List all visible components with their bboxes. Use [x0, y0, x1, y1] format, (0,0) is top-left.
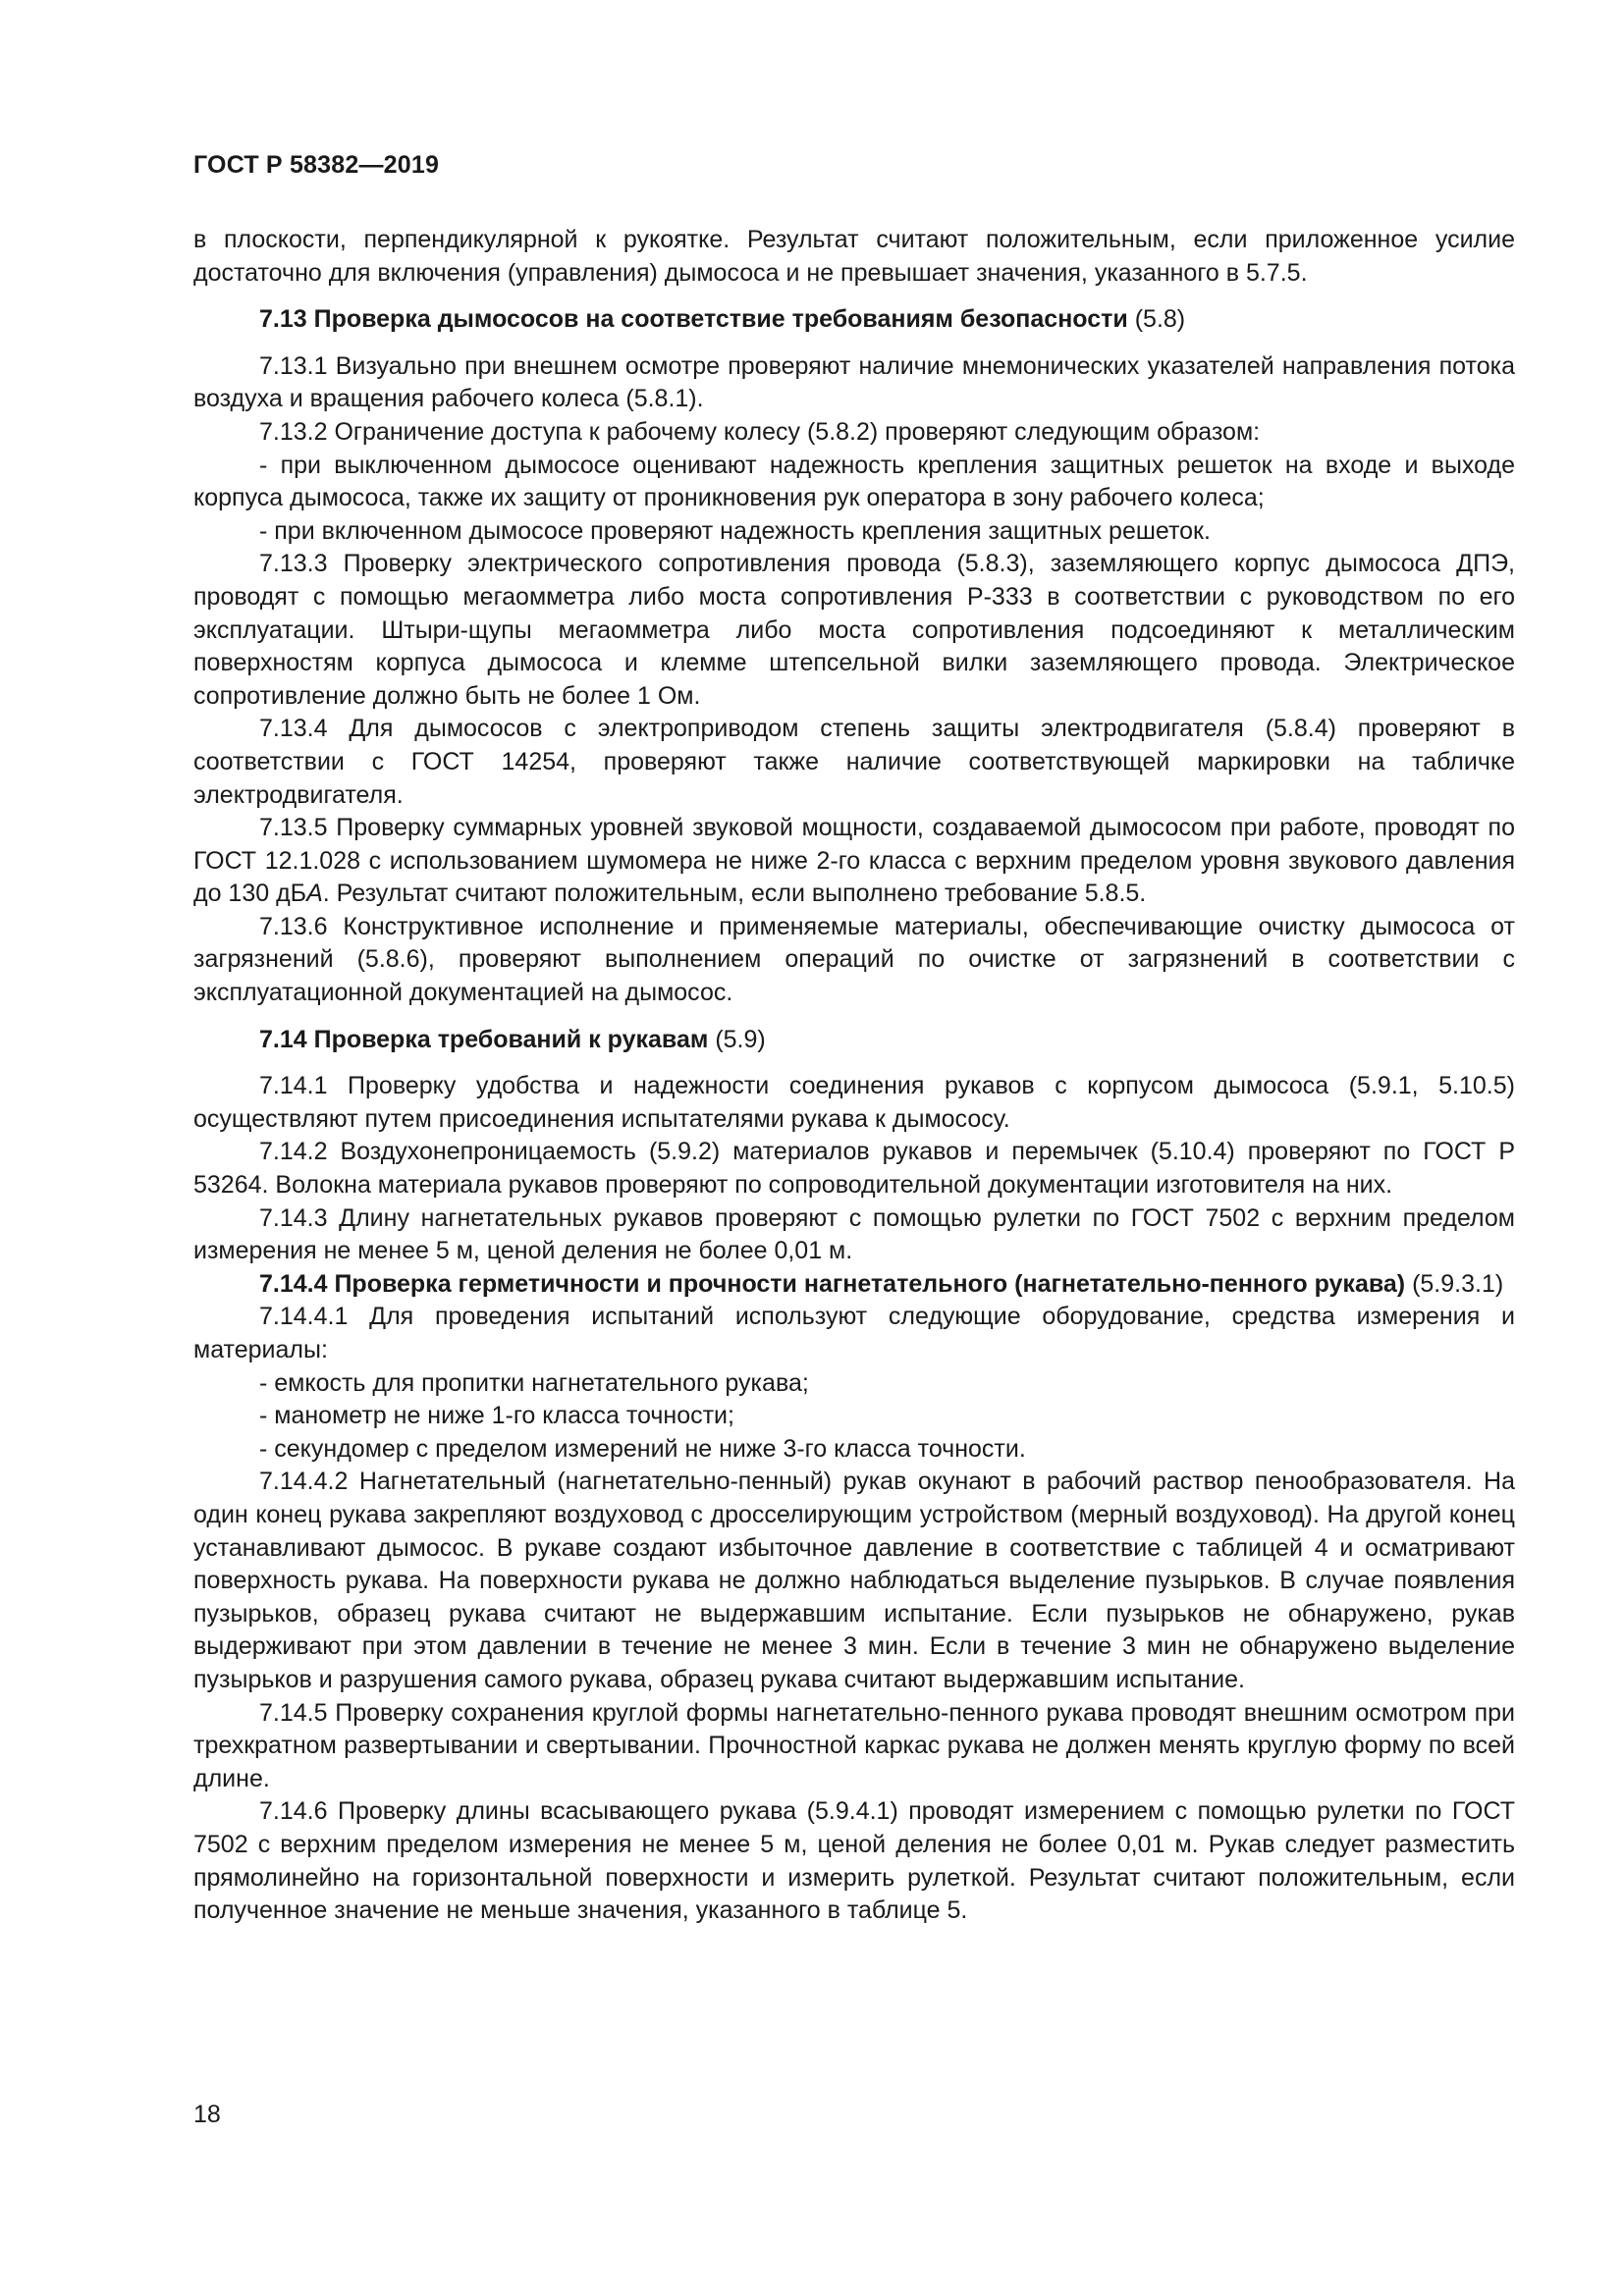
paragraph-7-13-6: 7.13.6 Конструктивное исполнение и применяемые материалы, обеспечивающие очистку дымососа от загрязнений (5.8.6), проверяют выполнением операций по очистке от загрязнений в соответствии с эксплуатационной документацией на дымосос.	[193, 912, 1515, 1007]
page-number: 18	[193, 2101, 221, 2128]
subheading-7-14-4-ref: (5.9.3.1)	[1405, 1269, 1504, 1298]
list-item-7-13-2-a: - при выключенном дымососе оценивают надежность крепления защитных решеток на входе и выходе корпуса дымососа, также их защиту от проникновения рук оператора в зону рабочего колеса;	[193, 451, 1515, 512]
paragraph-7-13-5-text-b: . Результат считают положительным, если выполнено требование 5.8.5.	[322, 880, 1147, 908]
paragraph-7-14-1: 7.14.1 Проверку удобства и надежности соединения рукавов с корпусом дымососа (5.9.1, 5.10.5) осуществляют путем присоединения испытателями рукава к дымососу.	[193, 1072, 1515, 1133]
section-heading-7-14	[193, 1024, 1515, 1057]
paragraph-7-13-5-italic: А	[306, 880, 323, 908]
paragraph-7-14-3: 7.14.3 Длину нагнетательных рукавов проверяют с помощью рулетки по ГОСТ 7502 с верхним пределом измерения не менее 5 м, ценой деления не более 0,01 м.	[193, 1203, 1515, 1265]
paragraph-continuation: в плоскости, перпендикулярной к рукоятке. Результат считают положительным, если приложенное усилие достаточно для включения (управления) дымососа и не превышает значения, указанного в 5.7.5.	[193, 226, 1515, 287]
list-item-7-14-4-1-b: - манометр не ниже 1-го класса точности;	[259, 1402, 734, 1430]
list-item-7-14-4-1-a: - емкость для пропитки нагнетательного рукава;	[259, 1368, 809, 1397]
document-body	[193, 224, 1515, 1928]
section-heading-7-13	[193, 303, 1515, 337]
paragraph-7-13-5	[193, 812, 1515, 911]
section-heading-7-13-ref: (5.8)	[1127, 305, 1186, 334]
paragraph-7-13-1: 7.13.1 Визуально при внешнем осмотре проверяют наличие мнемонических указателей направления потока воздуха и вращения рабочего колеса (5.8.1).	[193, 351, 1515, 413]
list-item-7-14-4-1-c: - секундомер с пределом измерений не ниже 3-го класса точности.	[259, 1434, 1026, 1463]
subheading-7-14-4-title: 7.14.4 Проверка герметичности и прочности нагнетательного (нагнетательно-пенного рукава)	[259, 1269, 1406, 1298]
section-heading-7-14-ref: (5.9)	[708, 1025, 766, 1053]
document-header: ГОСТ Р 58382—2019	[193, 151, 440, 179]
paragraph-7-14-6: 7.14.6 Проверку длины всасывающего рукава (5.9.4.1) проводят измерением с помощью рулетки по ГОСТ 7502 с верхним пределом измерения не менее 5 м, ценой деления не более 0,01 м. Рукав следует разместить прямолинейно на горизонтальной поверхности и измерить рулеткой. Результат считают положительным, если полученное значение не меньше значения, указанного в таблице 5.	[193, 1797, 1515, 1925]
paragraph-7-13-4: 7.13.4 Для дымососов с электроприводом степень защиты электродвигателя (5.8.4) проверяют в соответствии с ГОСТ 14254, проверяют также наличие соответствующей маркировки на табличке электродвигателя.	[193, 715, 1515, 809]
paragraph-7-13-3: 7.13.3 Проверку электрического сопротивления провода (5.8.3), заземляющего корпус дымососа ДПЭ, проводят с помощью мегаомметра либо моста сопротивления Р-333 в соответствии с руководством по его эксплуатации. Штыри-щупы мегаомметра либо моста сопротивления подсоединяют к металлическим поверхностям корпуса дымососа и клемме штепсельной вилки заземляющего провода. Электрическое сопротивление должно быть не более 1 Ом.	[193, 550, 1515, 710]
paragraph-7-13-5-text-a: 7.13.5 Проверку суммарных уровней звуковой мощности, создаваемой дымососом при работе, проводят по ГОСТ 12.1.028 с использованием шумомера не ниже 2-го класса с верхним пределом уровня звукового давления до 130 дБ	[193, 814, 1515, 908]
section-heading-7-13-title: 7.13 Проверка дымососов на соответствие требованиям безопасности	[259, 305, 1128, 334]
section-heading-7-14-title: 7.14 Проверка требований к рукавам	[259, 1025, 709, 1053]
paragraph-7-14-4-1: 7.14.4.1 Для проведения испытаний используют следующие оборудование, средства измерения и материалы:	[193, 1303, 1515, 1363]
paragraph-7-14-4-2: 7.14.4.2 Нагнетательный (нагнетательно-пенный) рукав окунают в рабочий раствор пенообразователя. На один конец рукава закрепляют воздуховод с дросселирующим устройством (мерный воздуховод). На другой конец устанавливают дымосос. В рукаве создают избыточное давление в соответствие с таблицей 4 и осматривают поверхность рукава. На поверхности рукава не должно наблюдаться выделение пузырьков. В случае появления пузырьков, образец рукава считают не выдержавшим испытание. Если пузырьков не обнаружено, рукав выдерживают при этом давлении в течение не менее 3 мин. Если в течение 3 мин не обнаружено выделение пузырьков и разрушения самого рукава, образец рукава считают выдержавшим испытание.	[193, 1468, 1515, 1693]
paragraph-7-14-5: 7.14.5 Проверку сохранения круглой формы нагнетательно-пенного рукава проводят внешним осмотром при трехкратном развертывании и свертывании. Прочностной каркас рукава не должен менять круглую форму по всей длине.	[193, 1698, 1515, 1792]
paragraph-7-14-2: 7.14.2 Воздухонепроницаемость (5.9.2) материалов рукавов и перемычек (5.10.4) проверяют по ГОСТ Р 53264. Волокна материала рукавов проверяют по сопроводительной документации изготовителя на них.	[193, 1138, 1515, 1200]
list-item-7-13-2-b: - при включенном дымососе проверяют надежность крепления защитных решеток.	[259, 516, 1211, 545]
paragraph-7-13-2: 7.13.2 Ограничение доступа к рабочему колесу (5.8.2) проверяют следующим образом:	[259, 417, 1261, 446]
subheading-7-14-4	[193, 1268, 1515, 1302]
